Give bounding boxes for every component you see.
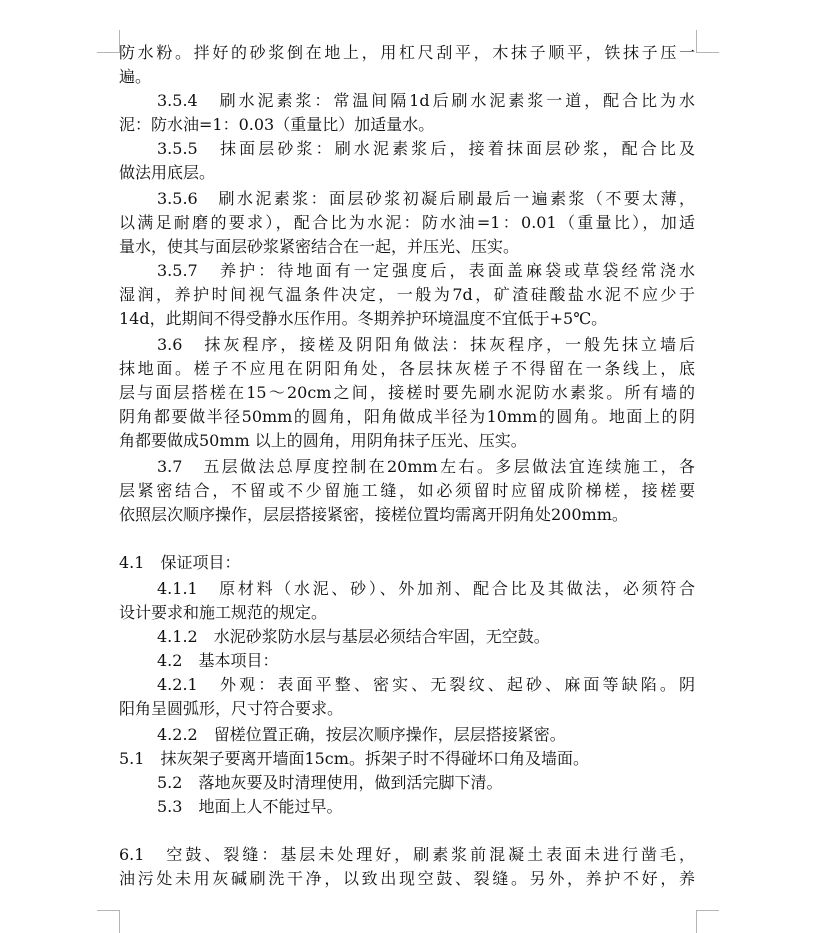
text-line: 4.2.1 外观：表面平整、密实、无裂纹、起砂、麻面等缺陷。阴 <box>157 675 695 694</box>
text-line: 角都要做成50mm 以上的圆角，用阴角抹子压光、压实。 <box>119 431 527 450</box>
text-line: 6.1 空鼓、裂缝：基层未处理好，刷素浆前混凝土表面未进行凿毛， <box>119 845 695 864</box>
text-line: 3.5.6 刷水泥素浆：面层砂浆初凝后刷最后一遍素浆（不要太薄， <box>157 189 695 208</box>
text-line: 依照层次顺序操作，层层搭接紧密，接槎位置均需离开阴角处200mm。 <box>119 505 628 524</box>
text-line: 设计要求和施工规范的规定。 <box>119 603 328 622</box>
text-line: 3.5.7 养护：待地面有一定强度后，表面盖麻袋或草袋经常浇水 <box>157 261 695 280</box>
text-line: 量水，使其与面层砂浆紧密结合在一起，并压光、压实。 <box>119 237 520 256</box>
text-line: 油污处未用灰碱刷洗干净，以致出现空鼓、裂缝。另外，养护不好，养 <box>119 869 695 888</box>
text-line: 3.5.4 刷水泥素浆：常温间隔1d后刷水泥素浆一道，配合比为水 <box>157 91 695 110</box>
text-line: 4.1 保证项目： <box>119 553 241 572</box>
text-line: 3.6 抹灰程序，接槎及阴阳角做法：抹灰程序，一般先抹立墙后 <box>157 335 695 354</box>
text-line: 做法用底层。 <box>119 163 216 182</box>
text-line: 阴角都要做半径50mm的圆角，阳角做成半径为10mm的圆角。地面上的阴 <box>119 407 695 426</box>
text-line: 抹地面。槎子不应甩在阴阳角处，各层抹灰槎子不得留在一条线上，底 <box>119 359 695 378</box>
text-line: 3.5.5 抹面层砂浆：刷水泥素浆后，接着抹面层砂浆，配合比及 <box>157 139 695 158</box>
text-line: 4.1.2 水泥砂浆防水层与基层必须结合牢固，无空鼓。 <box>157 627 550 646</box>
text-line: 4.2 基本项目： <box>157 651 279 670</box>
text-line: 阳角呈圆弧形，尺寸符合要求。 <box>119 699 344 718</box>
text-line: 4.1.1 原材料（水泥、砂）、外加剂、配合比及其做法，必须符合 <box>157 579 695 598</box>
text-line: 遍。 <box>119 67 152 86</box>
text-line: 14d，此期间不得受静水压作用。冬期养护环境温度不宜低于+5℃。 <box>119 309 608 328</box>
text-line: 层与面层搭槎在15～20cm之间，接槎时要先刷水泥防水素浆。所有墙的 <box>119 383 695 402</box>
crop-mark-bottom-right <box>696 910 719 933</box>
text-line: 4.2.2 留槎位置正确，按层次顺序操作，层层搭接紧密。 <box>157 725 566 744</box>
crop-mark-top-right <box>696 30 719 53</box>
text-line: 防水粉。拌好的砂浆倒在地上，用杠尺刮平，木抹子顺平，铁抹子压一 <box>119 43 695 62</box>
text-line: 5.3 地面上人不能过早。 <box>157 797 343 816</box>
text-line: 5.2 落地灰要及时清理使用，做到活完脚下清。 <box>157 773 503 792</box>
text-line: 3.7 五层做法总厚度控制在20mm左右。多层做法宜连续施工，各 <box>157 457 695 476</box>
text-line: 以满足耐磨的要求），配合比为水泥：防水油=1：0.01（重量比），加适 <box>119 213 695 232</box>
text-line: 泥：防水油=1：0.03（重量比）加适量水。 <box>119 115 435 134</box>
text-line: 湿润，养护时间视气温条件决定，一般为7d，矿渣硅酸盐水泥不应少于 <box>119 285 695 304</box>
text-line: 层紧密结合，不留或不少留施工缝，如必须留时应留成阶梯槎，接槎要 <box>119 481 695 500</box>
text-line: 5.1 抹灰架子要离开墙面15cm。拆架子时不得碰坏口角及墙面。 <box>119 749 589 768</box>
crop-mark-top-left <box>97 30 120 53</box>
crop-mark-bottom-left <box>97 910 120 933</box>
